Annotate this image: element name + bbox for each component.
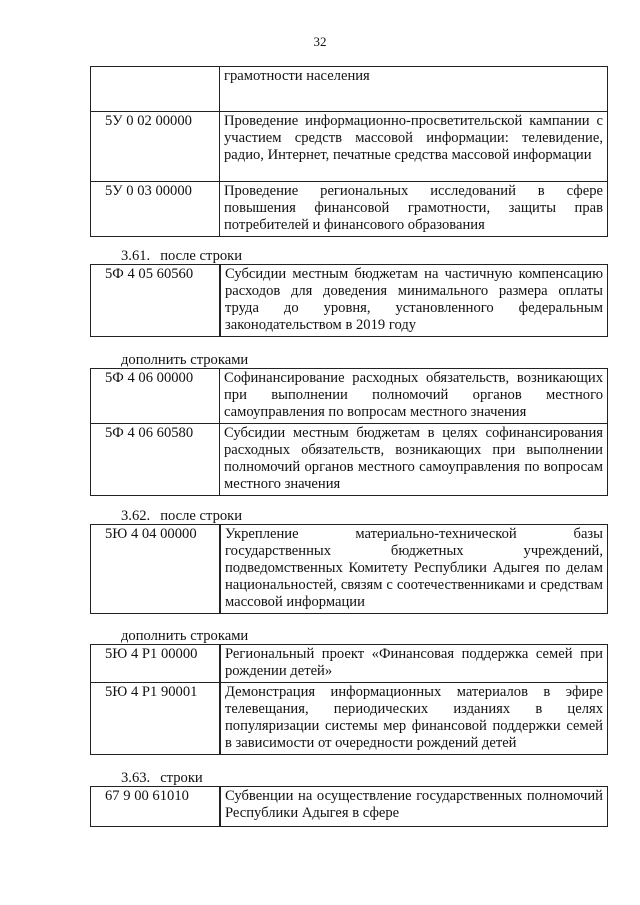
table-row [91,645,608,683]
section-label: строки [160,770,203,786]
row-description: Региональный проект «Финансовая поддержка семей при рождении детей» [220,645,608,683]
table-after-row [90,264,608,337]
table-row [91,112,608,182]
section-number: 3.62. [121,508,151,524]
row-description: грамотности населения [220,67,608,112]
section-label: после строки [160,248,243,264]
table-row [91,369,608,424]
table-row [91,525,608,614]
table-row [91,265,608,337]
row-code: 5Ф 4 05 60560 [91,265,221,337]
row-description: Демонстрация информационных материалов в эфире телевещания, периодических изданиях в целях популяризации системы мер финансовой поддержки семей в зависимости от очередности рождений детей [220,683,608,755]
section-label: после строки [160,508,243,524]
row-description: Субсидии местным бюджетам в целях софинансирования расходных обязательств, возникающих при выполнении полномочий органов местного самоуправления по вопросам местного значения [220,424,608,496]
row-code: 5Ю 4 Р1 00000 [91,645,221,683]
row-description: Субсидии местным бюджетам на частичную компенсацию расходов для доведения минимального размера оплаты труда до уровня, установленного федеральным законодательством в 2019 году [220,265,608,337]
row-code: 67 9 00 61010 [91,787,221,827]
row-description: Проведение информационно-просветительской кампании с участием средств массовой информации: телевидение, радио, Интернет, печатные средства массовой информации [220,112,608,182]
table-after-row [90,524,608,614]
section-heading-3-63 [121,770,203,787]
section-number: 3.61. [121,248,151,264]
section-heading-3-62 [121,508,242,525]
add-rows-label: дополнить строками [121,352,249,368]
table-added-rows [90,644,608,755]
table-row [91,683,608,755]
table-added-rows [90,368,608,496]
table-row [91,424,608,496]
row-code: 5У 0 03 00000 [91,182,220,237]
row-code: 5Ф 4 06 00000 [91,369,220,424]
table-row [91,67,608,112]
table-rows [90,786,608,827]
row-description: Софинансирование расходных обязательств, возникающих при выполнении полномочий органов местного самоуправления по вопросам местного значения [220,369,608,424]
row-description: Проведение региональных исследований в сфере повышения финансовой грамотности, защиты прав потребителей и финансового образования [220,182,608,237]
row-description: Укрепление материально-технической базы государственных бюджетных учреждений, подведомственных Комитету Республики Адыгея по делам национальностей, связям с соотечественниками и средствам массовой информации [220,525,608,614]
row-code: 5Ю 4 04 00000 [91,525,221,614]
table-continuation [90,66,608,237]
add-rows-label: дополнить строками [121,628,249,644]
row-description: Субвенции на осуществление государственных полномочий Республики Адыгея в сфере [220,787,608,827]
row-code [91,67,220,112]
row-code: 5У 0 02 00000 [91,112,220,182]
section-number: 3.63. [121,770,151,786]
table-row [91,787,608,827]
table-row [91,182,608,237]
page-number: 32 [313,34,327,49]
row-code: 5Ю 4 Р1 90001 [91,683,221,755]
row-code: 5Ф 4 06 60580 [91,424,220,496]
section-heading-3-61 [121,248,242,265]
